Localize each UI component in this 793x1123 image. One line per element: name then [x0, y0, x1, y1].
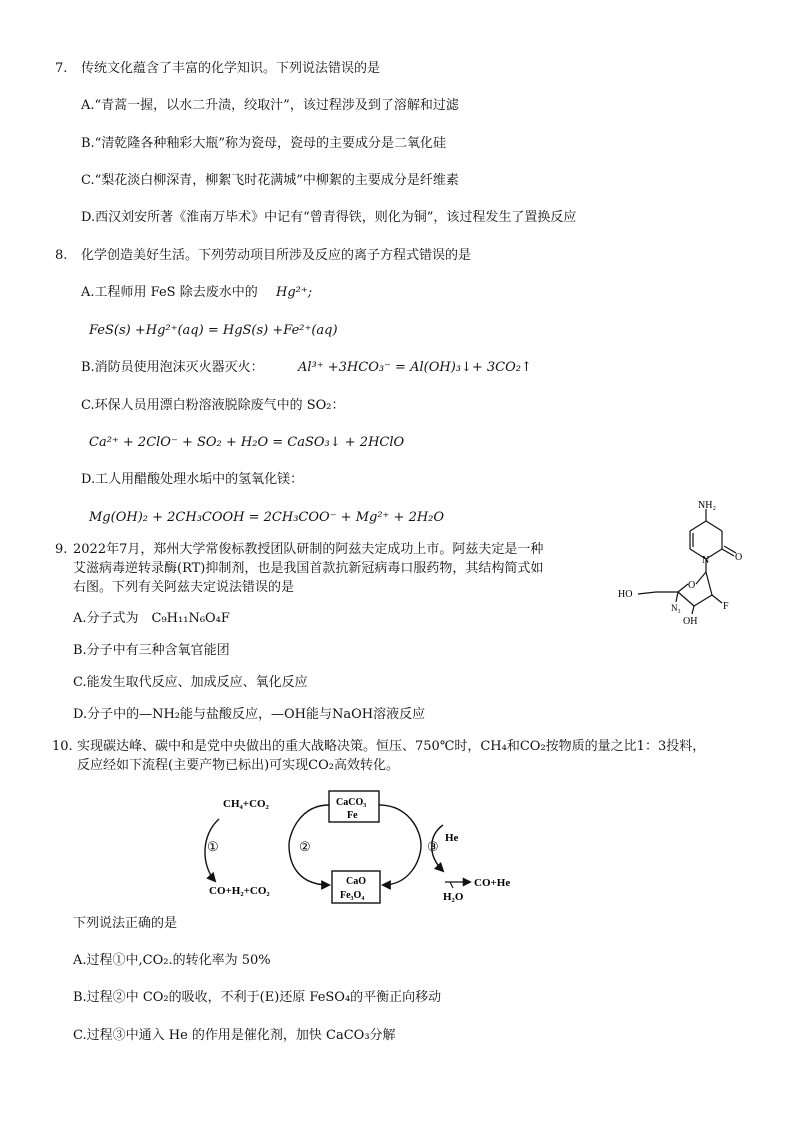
q8-option-b-text: B.消防员使用泡沫灭火器灭火：	[81, 360, 264, 375]
struct-ho-label: HO	[618, 589, 633, 600]
q7-option-a: A.“青蒿一握，以水二升渍，绞取汁”，该过程涉及到了溶解和过滤	[81, 98, 459, 113]
struct-f-label: F	[723, 601, 729, 612]
diagram-step-3: ③	[427, 839, 439, 854]
q8-option-d-text: D.工人用醋酸处理水垢中的氢氧化镁：	[81, 472, 304, 487]
q9-option-a: A.分子式为 C₉H₁₁N₆O₄F	[73, 611, 230, 626]
q9-option-d: D.分子中的—NH₂能与盐酸反应，—OH能与NaOH溶液反应	[73, 707, 426, 722]
diagram-cao: CaO	[346, 876, 366, 887]
q10-ask: 下列说法正确的是	[73, 916, 178, 931]
q9-option-b: B.分子中有三种含氧官能团	[73, 643, 230, 658]
q8-option-a-equation: FeS(s) +Hg²⁺(aq) = HgS(s) +Fe²⁺(aq)	[89, 323, 338, 338]
q9-number: 9.	[55, 542, 68, 557]
q10-stem-line2: 反应经如下流程(主要产物已标出)可实现CO₂高效转化。	[77, 758, 399, 773]
struct-n3-label: N₃	[671, 603, 681, 613]
struct-nh2-label: NH₂	[698, 500, 716, 511]
q8-number: 8.	[55, 248, 68, 263]
diagram-caco3: CaCO₃	[336, 797, 367, 808]
diagram-step-2: ②	[299, 839, 311, 854]
q7-number: 7.	[55, 61, 68, 76]
struct-carbonyl-o-label: O	[735, 552, 743, 563]
q8-option-d-equation: Mg(OH)₂ + 2CH₃COOH = 2CH₃COO⁻ + Mg²⁺ + 2H₂O	[89, 510, 445, 525]
struct-ring-o-label: O	[688, 580, 696, 591]
q8-option-a-text: A.工程师用 FeS 除去废水中的	[81, 285, 258, 300]
diagram-co-he: CO+He	[474, 877, 511, 889]
q10-option-b: B.过程②中 CO₂的吸收，不利于(E)还原 FeSO₄的平衡正向移动	[73, 990, 442, 1005]
q10-stem-line1: 实现碳达峰、碳中和是党中央做出的重大战略决策。恒压、750℃时，CH₄和CO₂按物质的量之比1：3投料，	[77, 739, 706, 754]
q7-stem: 传统文化蕴含了丰富的化学知识。下列说法错误的是	[81, 61, 381, 76]
q7-option-b: B.“清乾隆各种釉彩大瓶”称为瓷母，瓷母的主要成分是二氧化硅	[81, 136, 446, 151]
diagram-h2o: H₂O	[443, 891, 464, 903]
co2-conversion-flow-diagram	[195, 785, 535, 910]
q8-option-c-text: C.环保人员用漂白粉溶液脱除废气中的 SO₂：	[81, 398, 345, 413]
diagram-co-h2-co2: CO+H₂+CO₂	[209, 885, 270, 897]
q8-option-b-equation: Al³⁺ +3HCO₃⁻ = Al(OH)₃↓+ 3CO₂↑	[298, 360, 532, 375]
q10-option-a: A.过程①中,CO₂.的转化率为 50%	[73, 953, 271, 968]
q8-option-a-ion: Hg²⁺;	[276, 285, 313, 300]
q9-stem-line2: 艾滋病毒逆转录酶(RT)抑制剂，也是我国首款抗新冠病毒口服药物，其结构简式如	[73, 561, 544, 576]
q7-option-c: C.“梨花淡白柳深青，柳絮飞时花满城”中柳絮的主要成分是纤维素	[81, 173, 459, 188]
q9-option-c: C.能发生取代反应、加成反应、氧化反应	[73, 675, 308, 690]
q7-option-d: D.西汉刘安所著《淮南万毕术》中记有“曾青得铁，则化为铜”，该过程发生了置换反应	[81, 210, 577, 225]
diagram-step-1: ①	[207, 839, 219, 854]
diagram-fe: Fe	[347, 810, 358, 821]
diagram-fe3o4: Fe₃O₄	[340, 890, 365, 901]
diagram-he: He	[445, 832, 459, 844]
q10-option-c: C.过程③中通入 He 的作用是催化剂，加快 CaCO₃分解	[73, 1028, 396, 1043]
q10-number: 10.	[52, 739, 73, 754]
struct-oh-label: OH	[683, 616, 698, 627]
q8-stem: 化学创造美好生活。下列劳动项目所涉及反应的离子方程式错误的是	[81, 248, 472, 263]
azvudine-structure-diagram	[608, 500, 758, 640]
q9-stem-line1: 2022年7月，郑州大学常俊标教授团队研制的阿兹夫定成功上市。阿兹夫定是一种	[73, 542, 544, 557]
struct-n-label: N	[702, 555, 710, 566]
q8-option-c-equation: Ca²⁺ + 2ClO⁻ + SO₂ + H₂O = CaSO₃↓ + 2HClO	[89, 435, 405, 450]
q9-stem-line3: 右图。下列有关阿兹夫定说法错误的是	[73, 580, 295, 595]
diagram-ch4-co2: CH₄+CO₂	[223, 798, 269, 810]
